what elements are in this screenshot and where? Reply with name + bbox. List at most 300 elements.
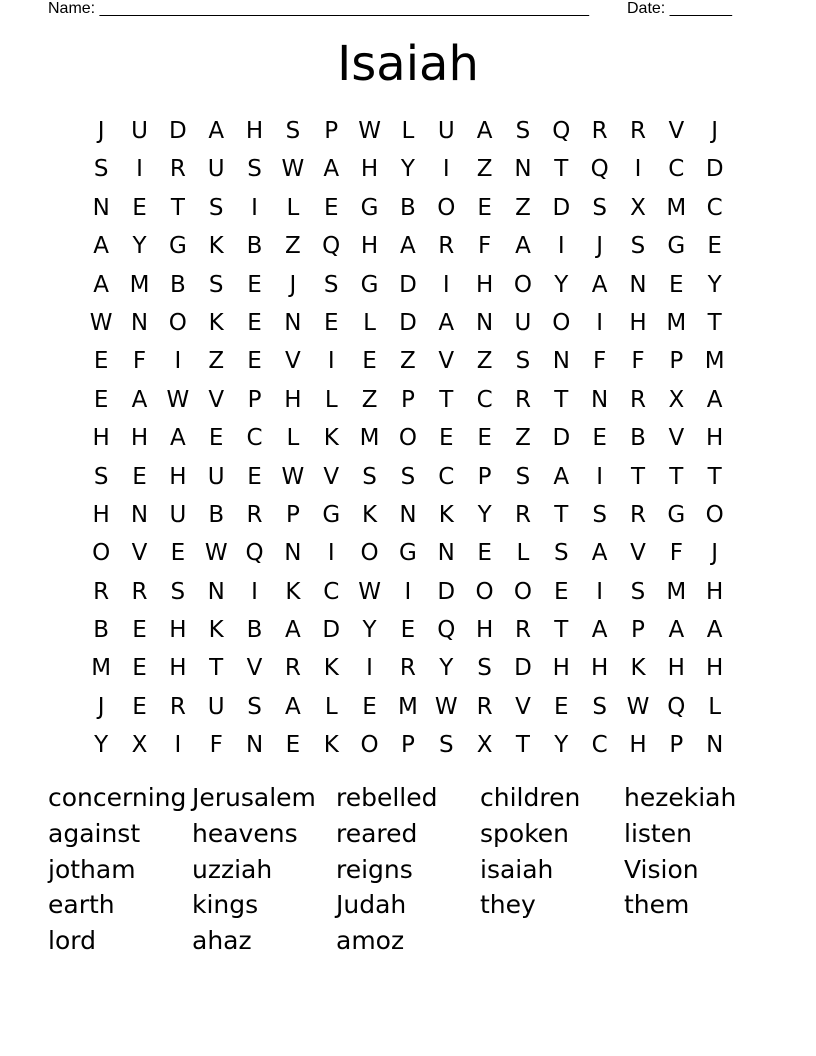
grid-letter[interactable]: I: [174, 348, 182, 375]
grid-letter[interactable]: S: [170, 578, 186, 605]
grid-letter[interactable]: H: [130, 425, 149, 452]
grid-letter[interactable]: J: [97, 693, 105, 720]
grid-letter[interactable]: E: [323, 309, 339, 336]
grid-letter[interactable]: I: [404, 578, 412, 605]
grid-letter[interactable]: S: [400, 463, 416, 490]
grid-letter[interactable]: E: [208, 425, 224, 452]
grid-letter[interactable]: O: [552, 309, 571, 336]
grid-letter[interactable]: B: [208, 501, 225, 528]
grid-letter[interactable]: Y: [362, 617, 377, 644]
grid-row: [82, 611, 734, 649]
grid-letter[interactable]: G: [360, 271, 379, 298]
grid-letter[interactable]: N: [130, 501, 149, 528]
word-list-item: earth: [48, 890, 115, 920]
grid-letter[interactable]: Y: [554, 271, 569, 298]
grid-letter[interactable]: W: [281, 156, 305, 183]
grid-letter[interactable]: T: [554, 501, 569, 528]
grid-letter[interactable]: J: [711, 540, 719, 567]
grid-letter[interactable]: Q: [245, 540, 264, 567]
grid-letter[interactable]: I: [327, 540, 335, 567]
grid-letter[interactable]: O: [475, 578, 494, 605]
grid-letter[interactable]: I: [442, 271, 450, 298]
grid-letter[interactable]: H: [629, 732, 647, 759]
grid-letter[interactable]: O: [360, 540, 379, 567]
grid-letter[interactable]: Y: [554, 732, 569, 759]
grid-letter[interactable]: V: [323, 463, 340, 490]
grid-letter[interactable]: S: [285, 118, 301, 144]
grid-letter[interactable]: E: [132, 194, 147, 221]
grid-letter[interactable]: H: [552, 655, 570, 682]
grid-letter[interactable]: R: [93, 578, 110, 605]
grid-letter[interactable]: N: [552, 348, 570, 375]
grid-letter[interactable]: R: [476, 693, 493, 720]
grid-letter[interactable]: E: [132, 463, 147, 490]
grid-letter[interactable]: U: [169, 501, 187, 528]
grid-letter[interactable]: C: [668, 156, 685, 183]
grid-letter[interactable]: R: [169, 693, 186, 720]
grid-letter[interactable]: E: [707, 233, 722, 260]
grid-letter[interactable]: Q: [667, 693, 686, 720]
grid-letter[interactable]: A: [438, 309, 455, 336]
grid-letter[interactable]: H: [706, 578, 724, 605]
grid-letter[interactable]: A: [591, 617, 608, 644]
grid-letter[interactable]: E: [247, 271, 262, 298]
grid-letter[interactable]: P: [631, 617, 645, 644]
grid-letter[interactable]: N: [92, 194, 110, 221]
grid-letter[interactable]: W: [89, 309, 113, 336]
grid-letter[interactable]: F: [132, 348, 147, 375]
grid-letter[interactable]: C: [246, 425, 263, 452]
grid-letter[interactable]: K: [323, 655, 339, 682]
grid-letter[interactable]: M: [666, 578, 687, 605]
grid-letter[interactable]: J: [711, 118, 719, 144]
grid-letter[interactable]: O: [513, 578, 532, 605]
grid-letter[interactable]: A: [93, 233, 110, 260]
grid-letter[interactable]: E: [247, 309, 262, 336]
grid-letter[interactable]: H: [92, 425, 110, 452]
grid-letter[interactable]: W: [434, 693, 458, 720]
grid-letter[interactable]: C: [706, 194, 723, 221]
grid-letter[interactable]: M: [129, 271, 150, 298]
grid-letter[interactable]: E: [477, 425, 492, 452]
grid-letter[interactable]: E: [132, 617, 147, 644]
grid-letter[interactable]: E: [400, 617, 416, 644]
grid-letter[interactable]: T: [515, 732, 530, 759]
grid-letter[interactable]: S: [247, 693, 262, 720]
grid-letter[interactable]: D: [399, 271, 417, 298]
grid-letter[interactable]: T: [554, 617, 569, 644]
grid-letter[interactable]: I: [174, 732, 182, 759]
grid-letter[interactable]: Z: [361, 386, 378, 413]
grid-letter[interactable]: K: [208, 233, 224, 260]
grid-letter[interactable]: S: [93, 156, 109, 183]
grid-letter[interactable]: L: [286, 425, 300, 452]
grid-letter[interactable]: B: [93, 617, 110, 644]
grid-letter[interactable]: X: [476, 732, 493, 759]
grid-letter[interactable]: Z: [285, 233, 301, 260]
grid-letter[interactable]: D: [514, 655, 532, 682]
grid-letter[interactable]: M: [666, 309, 687, 336]
grid-letter[interactable]: J: [289, 271, 297, 298]
grid-letter[interactable]: K: [323, 732, 339, 759]
grid-letter[interactable]: V: [131, 540, 148, 567]
grid-letter[interactable]: I: [596, 309, 604, 336]
grid-letter[interactable]: K: [630, 655, 646, 682]
grid-letter[interactable]: H: [245, 118, 264, 144]
letter-grid[interactable]: [82, 112, 734, 765]
grid-letter[interactable]: S: [515, 118, 531, 144]
grid-letter[interactable]: I: [596, 578, 604, 605]
grid-letter[interactable]: B: [400, 194, 416, 221]
grid-letter[interactable]: X: [668, 386, 685, 413]
grid-letter[interactable]: D: [552, 194, 571, 221]
grid-letter[interactable]: R: [629, 386, 646, 413]
grid-letter[interactable]: Q: [552, 118, 571, 144]
grid-letter[interactable]: A: [323, 156, 340, 183]
word-list-item: kings: [192, 890, 259, 920]
grid-letter[interactable]: N: [629, 271, 647, 298]
grid-letter[interactable]: O: [705, 501, 724, 528]
grid-letter[interactable]: G: [322, 501, 341, 528]
grid-letter[interactable]: I: [251, 578, 258, 605]
grid-letter[interactable]: C: [323, 578, 340, 605]
grid-letter[interactable]: T: [707, 463, 722, 490]
grid-letter[interactable]: F: [631, 348, 645, 375]
grid-letter[interactable]: R: [399, 655, 416, 682]
grid-letter[interactable]: S: [515, 348, 531, 375]
grid-letter[interactable]: M: [704, 348, 725, 375]
grid-letter[interactable]: R: [284, 655, 301, 682]
grid-letter[interactable]: Z: [476, 348, 493, 375]
grid-letter[interactable]: G: [667, 501, 686, 528]
grid-letter[interactable]: A: [285, 617, 301, 644]
grid-letter[interactable]: P: [324, 118, 339, 144]
grid-letter[interactable]: E: [170, 540, 186, 567]
grid-letter[interactable]: V: [668, 425, 685, 452]
grid-letter[interactable]: E: [477, 540, 492, 567]
grid-letter[interactable]: B: [246, 617, 263, 644]
grid-letter[interactable]: E: [132, 693, 147, 720]
grid-letter[interactable]: N: [284, 309, 302, 336]
grid-letter[interactable]: L: [708, 693, 722, 720]
grid-letter[interactable]: E: [132, 655, 147, 682]
grid-letter[interactable]: D: [169, 118, 187, 144]
grid-letter[interactable]: G: [399, 540, 417, 567]
date-field[interactable]: Date: _______: [627, 0, 732, 17]
grid-letter[interactable]: A: [131, 386, 148, 413]
grid-letter[interactable]: L: [401, 118, 415, 144]
grid-letter[interactable]: E: [93, 348, 109, 375]
grid-letter[interactable]: D: [552, 425, 571, 452]
grid-letter[interactable]: H: [284, 386, 302, 413]
grid-letter[interactable]: S: [438, 732, 454, 759]
grid-letter[interactable]: U: [437, 118, 455, 144]
grid-letter[interactable]: J: [97, 118, 105, 144]
grid-letter[interactable]: N: [514, 156, 532, 183]
grid-letter[interactable]: U: [207, 693, 225, 720]
grid-letter[interactable]: S: [362, 463, 377, 490]
grid-letter[interactable]: D: [705, 156, 724, 183]
grid-letter[interactable]: R: [514, 386, 531, 413]
grid-letter[interactable]: O: [513, 271, 532, 298]
grid-letter[interactable]: S: [592, 501, 607, 528]
grid-letter[interactable]: Y: [94, 732, 109, 759]
grid-letter[interactable]: D: [322, 617, 341, 644]
grid-letter[interactable]: G: [667, 233, 686, 260]
grid-letter[interactable]: I: [557, 233, 565, 260]
grid-letter[interactable]: I: [596, 463, 604, 490]
grid-letter[interactable]: H: [475, 617, 494, 644]
grid-letter[interactable]: H: [667, 655, 685, 682]
grid-letter[interactable]: N: [706, 732, 724, 759]
grid-row: [82, 496, 734, 534]
grid-letter[interactable]: E: [247, 463, 262, 490]
grid-letter[interactable]: S: [630, 233, 646, 260]
grid-letter[interactable]: T: [707, 309, 722, 336]
grid-letter[interactable]: K: [323, 425, 339, 452]
grid-letter[interactable]: P: [400, 732, 415, 759]
grid-letter[interactable]: A: [706, 617, 723, 644]
grid-letter[interactable]: E: [592, 425, 607, 452]
grid-letter[interactable]: K: [208, 309, 224, 336]
grid-letter[interactable]: M: [359, 425, 380, 452]
grid-letter[interactable]: Y: [477, 501, 492, 528]
grid-letter[interactable]: H: [360, 156, 379, 183]
grid-letter[interactable]: R: [629, 501, 646, 528]
grid-letter[interactable]: I: [251, 194, 258, 221]
grid-letter[interactable]: A: [476, 118, 493, 144]
grid-letter[interactable]: E: [285, 732, 301, 759]
grid-letter[interactable]: E: [669, 271, 684, 298]
grid-letter[interactable]: I: [327, 348, 335, 375]
grid-letter[interactable]: A: [591, 540, 608, 567]
grid-letter[interactable]: T: [439, 386, 454, 413]
grid-letter[interactable]: S: [247, 156, 262, 183]
grid-letter[interactable]: E: [438, 425, 454, 452]
grid-letter[interactable]: N: [591, 386, 609, 413]
grid-letter[interactable]: R: [514, 501, 531, 528]
grid-letter[interactable]: V: [438, 348, 455, 375]
grid-letter[interactable]: R: [514, 617, 531, 644]
grid-letter[interactable]: Y: [707, 271, 722, 298]
grid-letter[interactable]: T: [209, 655, 224, 682]
grid-letter[interactable]: J: [596, 233, 604, 260]
grid-letter[interactable]: W: [358, 118, 381, 144]
grid-letter[interactable]: V: [515, 693, 531, 720]
grid-letter[interactable]: W: [358, 578, 381, 605]
grid-letter[interactable]: W: [204, 540, 228, 567]
grid-letter[interactable]: H: [169, 655, 187, 682]
grid-letter[interactable]: M: [397, 693, 418, 720]
grid-letter[interactable]: C: [438, 463, 455, 490]
name-field[interactable]: Name: _______________________________________________________: [48, 0, 589, 17]
grid-letter[interactable]: S: [592, 693, 607, 720]
grid-letter[interactable]: Y: [132, 233, 147, 260]
grid-letter[interactable]: V: [208, 386, 225, 413]
grid-letter[interactable]: P: [669, 348, 684, 375]
grid-letter[interactable]: D: [437, 578, 456, 605]
grid-letter[interactable]: C: [591, 732, 608, 759]
grid-letter[interactable]: L: [324, 693, 338, 720]
word-list-item: isaiah: [480, 854, 554, 884]
grid-letter[interactable]: A: [591, 271, 608, 298]
grid-letter[interactable]: N: [476, 309, 494, 336]
grid-letter[interactable]: V: [630, 540, 646, 567]
grid-letter[interactable]: S: [208, 194, 224, 221]
grid-letter[interactable]: R: [246, 501, 263, 528]
grid-letter[interactable]: V: [668, 118, 685, 144]
grid-letter[interactable]: R: [131, 578, 148, 605]
grid-letter[interactable]: O: [398, 425, 417, 452]
grid-letter[interactable]: I: [366, 655, 373, 682]
grid-letter[interactable]: M: [91, 655, 112, 682]
grid-letter[interactable]: T: [630, 463, 646, 490]
grid-letter[interactable]: U: [514, 309, 532, 336]
grid-row: [82, 419, 734, 457]
grid-letter[interactable]: O: [168, 309, 187, 336]
grid-letter[interactable]: E: [362, 348, 377, 375]
grid-letter[interactable]: D: [399, 309, 417, 336]
grid-letter[interactable]: O: [360, 732, 379, 759]
grid-letter[interactable]: P: [247, 386, 262, 413]
grid-letter[interactable]: R: [169, 156, 186, 183]
grid-letter[interactable]: S: [515, 463, 531, 490]
grid-letter[interactable]: E: [554, 578, 569, 605]
grid-letter[interactable]: P: [400, 386, 415, 413]
grid-letter[interactable]: B: [630, 425, 646, 452]
grid-letter[interactable]: E: [362, 693, 377, 720]
grid-letter[interactable]: A: [169, 425, 186, 452]
grid-letter[interactable]: H: [629, 309, 647, 336]
grid-letter[interactable]: G: [360, 194, 379, 221]
grid-letter[interactable]: I: [136, 156, 143, 183]
grid-letter[interactable]: A: [706, 386, 723, 413]
grid-letter[interactable]: W: [626, 693, 650, 720]
grid-letter[interactable]: N: [399, 501, 417, 528]
grid-letter[interactable]: R: [591, 118, 608, 144]
grid-letter[interactable]: U: [207, 156, 225, 183]
grid-letter[interactable]: S: [630, 578, 646, 605]
grid-letter[interactable]: H: [169, 617, 187, 644]
grid-letter[interactable]: R: [629, 118, 646, 144]
grid-letter[interactable]: U: [207, 463, 225, 490]
grid-letter[interactable]: A: [515, 233, 531, 260]
grid-letter[interactable]: K: [438, 501, 454, 528]
grid-letter[interactable]: Z: [515, 425, 531, 452]
grid-letter[interactable]: N: [284, 540, 302, 567]
grid-letter[interactable]: S: [553, 540, 569, 567]
grid-letter[interactable]: A: [553, 463, 570, 490]
grid-letter[interactable]: V: [246, 655, 263, 682]
grid-letter[interactable]: F: [593, 348, 607, 375]
word-list-item: against: [48, 818, 141, 848]
grid-letter[interactable]: U: [131, 118, 148, 144]
grid-letter[interactable]: O: [92, 540, 111, 567]
grid-letter[interactable]: V: [285, 348, 301, 375]
grid-letter[interactable]: G: [168, 233, 187, 260]
grid-letter[interactable]: H: [360, 233, 379, 260]
grid-letter[interactable]: L: [516, 540, 530, 567]
grid-letter[interactable]: F: [669, 540, 683, 567]
grid-letter[interactable]: N: [130, 309, 149, 336]
grid-letter[interactable]: H: [169, 463, 187, 490]
grid-letter[interactable]: Q: [322, 233, 341, 260]
grid-letter[interactable]: X: [131, 732, 148, 759]
grid-letter[interactable]: E: [247, 348, 262, 375]
grid-letter[interactable]: B: [169, 271, 186, 298]
grid-letter[interactable]: T: [554, 156, 569, 183]
grid-letter[interactable]: A: [208, 118, 225, 144]
grid-letter[interactable]: E: [323, 194, 339, 221]
grid-letter[interactable]: S: [93, 463, 109, 490]
grid-letter[interactable]: T: [554, 386, 569, 413]
grid-letter[interactable]: R: [438, 233, 455, 260]
grid-letter[interactable]: H: [706, 425, 724, 452]
grid-letter[interactable]: Y: [439, 655, 454, 682]
grid-letter[interactable]: I: [442, 156, 450, 183]
grid-letter[interactable]: K: [362, 501, 378, 528]
grid-letter[interactable]: Z: [476, 156, 493, 183]
grid-letter[interactable]: I: [634, 156, 642, 183]
grid-letter[interactable]: O: [437, 194, 456, 221]
grid-letter[interactable]: X: [630, 194, 646, 221]
grid-letter[interactable]: P: [669, 732, 684, 759]
grid-letter[interactable]: Y: [400, 156, 415, 183]
grid-letter[interactable]: T: [170, 194, 185, 221]
grid-letter[interactable]: S: [323, 271, 339, 298]
grid-letter[interactable]: F: [477, 233, 492, 260]
grid-letter[interactable]: Q: [590, 156, 609, 183]
grid-letter[interactable]: H: [590, 655, 609, 682]
grid-letter[interactable]: L: [363, 309, 376, 336]
grid-letter[interactable]: N: [207, 578, 225, 605]
grid-letter[interactable]: P: [477, 463, 492, 490]
grid-letter[interactable]: B: [246, 233, 263, 260]
grid-letter[interactable]: W: [281, 463, 305, 490]
grid-letter[interactable]: A: [668, 617, 685, 644]
grid-letter[interactable]: Q: [437, 617, 456, 644]
grid-letter[interactable]: S: [477, 655, 492, 682]
grid-letter[interactable]: W: [166, 386, 190, 413]
grid-letter[interactable]: A: [93, 271, 110, 298]
grid-letter[interactable]: F: [209, 732, 223, 759]
grid-letter[interactable]: S: [208, 271, 224, 298]
page-title: Isaiah: [337, 36, 479, 92]
grid-letter[interactable]: K: [285, 578, 301, 605]
grid-letter[interactable]: M: [666, 194, 687, 221]
grid-letter[interactable]: S: [592, 194, 607, 221]
grid-letter[interactable]: Z: [515, 194, 531, 221]
grid-letter[interactable]: A: [400, 233, 416, 260]
grid-letter[interactable]: Z: [208, 348, 225, 375]
grid-letter[interactable]: P: [285, 501, 300, 528]
grid-letter[interactable]: N: [245, 732, 264, 759]
grid-letter[interactable]: E: [477, 194, 492, 221]
grid-letter[interactable]: K: [208, 617, 224, 644]
grid-letter[interactable]: N: [437, 540, 455, 567]
grid-letter[interactable]: Z: [400, 348, 416, 375]
grid-letter[interactable]: H: [706, 655, 724, 682]
grid-letter[interactable]: T: [669, 463, 684, 490]
grid-letter[interactable]: L: [286, 194, 300, 221]
grid-letter[interactable]: E: [93, 386, 109, 413]
grid-letter[interactable]: H: [92, 501, 110, 528]
grid-letter[interactable]: E: [554, 693, 569, 720]
grid-letter[interactable]: L: [324, 386, 338, 413]
grid-letter[interactable]: C: [476, 386, 493, 413]
grid-letter[interactable]: H: [475, 271, 494, 298]
grid-letter[interactable]: A: [285, 693, 301, 720]
